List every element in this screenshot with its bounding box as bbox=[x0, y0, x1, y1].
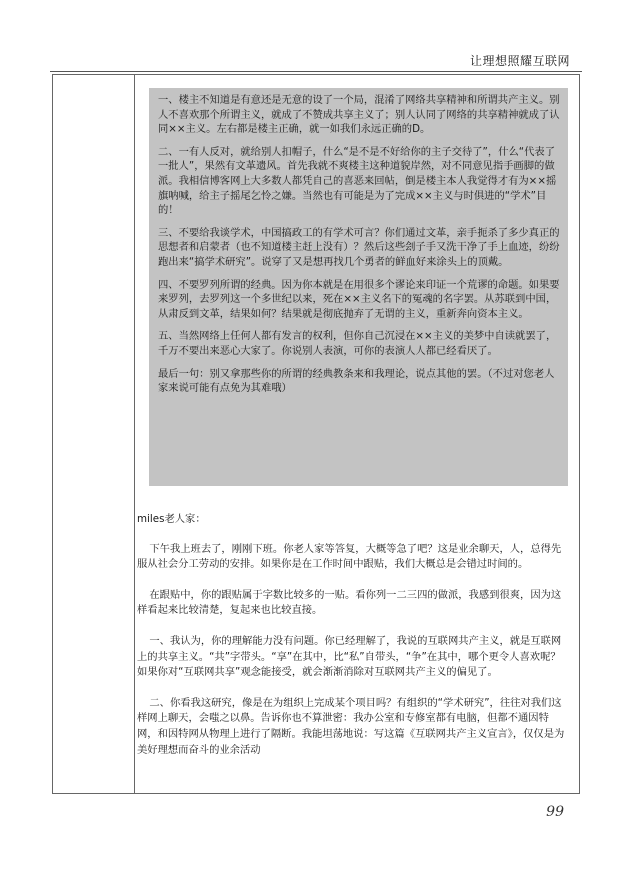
reply-paragraph-4: 二、你看我这研究，像是在为组织上完成某个项目吗？有组织的“学术研究”，往往对我们这样网上聊天，会嗤之以鼻。告诉你也不算泄密：我办公室和专修室都有电脑，但都不通因特网，和因特网从物理上进行了隔断。我能坦荡地说：写这篇《互联网共产主义宣言》，仅仅是为美好理想而奋斗的业余活动 bbox=[137, 696, 565, 756]
quote-paragraph-4: 四、不要罗列所谓的经典。因为你本就是在用很多个谬论来印证一个荒谬的命题。如果要来罗列，去罗列这一个多世纪以来，死在××主义名下的冤魂的名字罢。从苏联到中国，从肃反到文革，结果如何？结果就是彻底抛弃了无谓的主义，重新奔向资本主义。 bbox=[158, 278, 560, 320]
left-margin-column bbox=[52, 74, 135, 794]
reply-paragraph-1: 下午我上班去了，刚刚下班。你老人家等答复，大概等急了吧？这是业余聊天，人，总得先服从社会分工劳动的安排。如果你是在工作时间中跟贴，我们大概总是会错过时间的。 bbox=[137, 542, 562, 571]
quote-paragraph-5: 五、当然网络上任何人都有发言的权利，但你自己沉浸在××主义的美梦中自读就罢了，千万不要出来恶心大家了。你说别人表演，可你的表演人人都已经看厌了。 bbox=[158, 330, 557, 357]
quote-paragraph-2: 二、一有人反对，就给别人扣帽子，什么“是不是不好给你的主子交待了”，什么“代表了一批人”，果然有文革遗风。首先我就不爽楼主这种道貌岸然，对不同意见指手画脚的做派。我相信博客网上大多数人都凭自己的喜恶来回帖，倒是楼主本人我觉得才有为××摇旗呐喊，给主子摇尾乞怜之嫌。当然也有可能是为了完成××主义与时俱进的“学术”目的！ bbox=[158, 145, 557, 217]
reply-body bbox=[137, 512, 567, 773]
reply-salutation: miles老人家： bbox=[137, 513, 206, 525]
header-rule bbox=[50, 71, 582, 72]
running-header-title: 让理想照耀互联网 bbox=[469, 54, 570, 68]
quote-paragraph-1: 一、楼主不知道是有意还是无意的设了一个局，混淆了网络共享精神和所谓共产主义。别人不喜欢那个所谓主义，就成了不赞成共享主义了；别人认同了网络的共享精神就成了认同××主义。左右都是楼主正确，就一如我们永远正确的D。 bbox=[158, 94, 560, 136]
reply-paragraph-2: 在跟贴中，你的跟贴属于字数比较多的一贴。看你列一二三四的做派，我感到很爽，因为这样看起来比较清楚，复起来也比较直接。 bbox=[137, 588, 562, 617]
quote-paragraph-final: 最后一句：别又拿那些你的所谓的经典教条来和我理论，说点其他的罢。（不过对您老人家来说可能有点免为其难哦） bbox=[158, 367, 555, 395]
quoted-comment-box bbox=[149, 88, 568, 486]
quote-paragraph-3: 三、不要给我谈学术，中国搞政工的有学术可言？你们通过文革，亲手扼杀了多少真正的思想者和启蒙者（也不知道楼主赶上没有）？然后这些刽子手又洗干净了手上血迹，纷纷跑出来“搞学术研究”。说穿了又是想再找几个勇者的鲜血好来涂头上的顶戴。 bbox=[158, 226, 560, 268]
page-number: 99 bbox=[546, 804, 564, 820]
reply-paragraph-3: 一、我认为，你的理解能力没有问题。你已经理解了，我说的互联网共产主义，就是互联网上的共享主义。“共”字带头。“享”在其中，比“私”自带头，“争”在其中，哪个更令人喜欢呢？如果你对“互联网共享”观念能接受，就会渐渐消除对互联网共产主义的偏见了。 bbox=[137, 634, 562, 679]
